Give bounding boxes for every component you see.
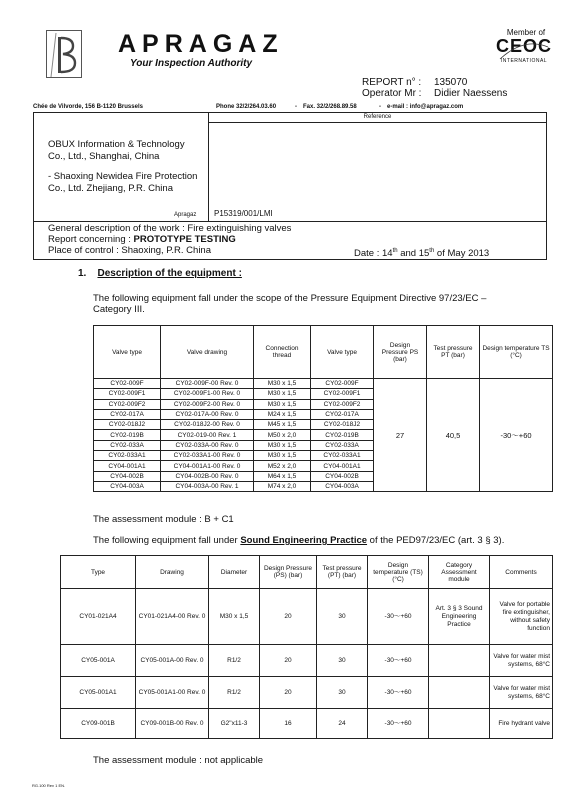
cell-category xyxy=(429,677,490,709)
cell-type: CY05-001A xyxy=(61,645,136,677)
t1-header: Valve drawing xyxy=(161,326,254,379)
table-row xyxy=(61,677,553,709)
contact-email: e-mail : info@apragaz.com xyxy=(387,104,464,110)
table-cell: M64 x 1,5 xyxy=(254,471,311,481)
table-cell: M50 x 2,0 xyxy=(254,430,311,440)
table-cell: CY02-033A xyxy=(94,440,161,450)
concerning-label: Report concerning : xyxy=(48,234,134,245)
t1-header: Test pressure PT (bar) xyxy=(427,326,480,379)
t1-header: Connection thread xyxy=(254,326,311,379)
table-cell: CY02-017A xyxy=(311,409,374,419)
section-number: 1. xyxy=(78,268,87,279)
cell-comment: Valve for water mist systems, 68°C xyxy=(490,677,553,709)
date-suffix: of May 2013 xyxy=(434,248,490,260)
cell-type: CY05-001A1 xyxy=(61,677,136,709)
work-concerning xyxy=(48,235,236,246)
brand-tagline: Your Inspection Authority xyxy=(130,58,253,69)
cell-drawing: CY05-001A1-00 Rev. 0 xyxy=(136,677,209,709)
intro-line-1: The following equipment fall under the scope of the Pressure Equipment Directive 97/23/EC – xyxy=(93,293,487,304)
table-cell: CY02-009F-00 Rev. 0 xyxy=(161,379,254,389)
client-2-line-1: - Shaoxing Newidea Fire Protection xyxy=(48,171,198,182)
cell-category xyxy=(429,709,490,739)
section-title: Description of the equipment : xyxy=(97,268,242,279)
cell-ts: -30～+60 xyxy=(368,709,429,739)
table-cell: CY02-019B xyxy=(94,430,161,440)
contact-email-dash: - xyxy=(379,104,381,110)
table-cell: CY02-018J2 xyxy=(94,420,161,430)
cell-ts: -30～+60 xyxy=(368,677,429,709)
cell-type: CY01-021A4 xyxy=(61,589,136,645)
table-cell: CY02-033A1 xyxy=(94,451,161,461)
date-sup-1: th xyxy=(392,248,398,254)
cell-pt: 30 xyxy=(317,677,368,709)
table-cell: CY04-002B xyxy=(94,471,161,481)
report-number-value: 135070 xyxy=(434,77,468,88)
table-row xyxy=(61,645,553,677)
concerning-value: PROTOTYPE TESTING xyxy=(133,234,236,245)
table-cell: CY02-019-00 Rev. 1 xyxy=(161,430,254,440)
t2-header: Comments xyxy=(490,556,553,589)
cell-ps: 16 xyxy=(260,709,317,739)
operator-value: Didier Naessens xyxy=(434,88,508,99)
cell-category: Art. 3 § 3 Sound Engineering Practice xyxy=(429,589,490,645)
t1-body xyxy=(94,379,553,492)
t1-header: Design temperature TS (°C) xyxy=(480,326,553,379)
sep-prefix: The following equipment fall under xyxy=(93,535,241,546)
table-cell: CY02-009F xyxy=(94,379,161,389)
table-cell: CY02-009F1 xyxy=(94,389,161,399)
brand-name: APRAGAZ xyxy=(118,30,284,58)
table-cell: CY02-033A-00 Rev. 0 xyxy=(161,440,254,450)
t2-header: Design Pressure (PS) (bar) xyxy=(260,556,317,589)
table-cell: CY02-009F2-00 Rev. 0 xyxy=(161,399,254,409)
table-cell: M24 x 1,5 xyxy=(254,409,311,419)
table-cell: CY02-009F2 xyxy=(94,399,161,409)
cell-drawing: CY01-021A4-00 Rev. 0 xyxy=(136,589,209,645)
table-cell: CY02-009F1-00 Rev. 0 xyxy=(161,389,254,399)
cell-ts: -30～+60 xyxy=(368,589,429,645)
cell-type: CY09-001B xyxy=(61,709,136,739)
work-box xyxy=(33,222,547,260)
client-2-line-2: Co., Ltd. Zhejiang, P.R. China xyxy=(48,183,173,194)
t2-header: Category Assessment module xyxy=(429,556,490,589)
cell-pt: 30 xyxy=(317,645,368,677)
cell-ts: -30～+60 xyxy=(368,645,429,677)
reference-number: P15319/001/LMI xyxy=(214,209,273,218)
report-number-label: REPORT n° : xyxy=(362,77,422,88)
t2-header: Design temperature (TS) (°C) xyxy=(368,556,429,589)
report-info xyxy=(362,77,507,99)
t2-body xyxy=(61,589,553,739)
merged-test-pressure-cell: 40,5 xyxy=(427,379,480,492)
table-cell: CY04-001A1 xyxy=(94,461,161,471)
table-cell: M30 x 1,5 xyxy=(254,389,311,399)
date-mid: and 15 xyxy=(397,248,430,260)
table-cell: CY04-003A xyxy=(311,481,374,491)
table-cell: CY04-001A1 xyxy=(311,461,374,471)
logo-mark-icon xyxy=(47,31,83,79)
address-box xyxy=(33,112,547,222)
cell-drawing: CY05-001A-00 Rev. 0 xyxy=(136,645,209,677)
t2-header: Diameter xyxy=(209,556,260,589)
table-cell: M45 x 1,5 xyxy=(254,420,311,430)
contact-phone: Phone 32/2/264.03.60 xyxy=(216,104,277,110)
cell-ps: 20 xyxy=(260,589,317,645)
table-cell: M30 x 1,5 xyxy=(254,379,311,389)
table-cell: CY02-018J2-00 Rev. 0 xyxy=(161,420,254,430)
date-sup-2: th xyxy=(429,248,435,254)
t1-header: Valve type xyxy=(311,326,374,379)
table-cell: CY02-009F xyxy=(311,379,374,389)
cell-comment: Valve for water mist systems, 68°C xyxy=(490,645,553,677)
work-general: General description of the work : Fire extinguishing valves xyxy=(48,223,292,234)
client-1-line-1: OBUX Information & Technology xyxy=(48,139,185,150)
table-cell: CY02-009F2 xyxy=(311,399,374,409)
cell-ps: 20 xyxy=(260,645,317,677)
table-cell: CY04-003A xyxy=(94,481,161,491)
sep-equipment-table xyxy=(60,555,553,739)
assessment-module-2: The assessment module : not applicable xyxy=(93,755,264,766)
table-cell: CY02-019B xyxy=(311,430,374,440)
reference-header: Reference xyxy=(209,113,546,123)
cell-diameter: M30 x 1,5 xyxy=(209,589,260,645)
table-cell: M30 x 1,5 xyxy=(254,451,311,461)
cell-diameter: R1/2 xyxy=(209,677,260,709)
operator-label: Operator Mr : xyxy=(362,88,422,99)
apragaz-logo xyxy=(46,30,82,78)
t1-header: Design Pressure PS (bar) xyxy=(374,326,427,379)
assessment-module-1: The assessment module : B + C1 xyxy=(93,514,234,525)
contact-fax-dash: - xyxy=(295,104,297,110)
table-row xyxy=(61,709,553,739)
intro-line-2: Category III. xyxy=(93,304,145,315)
client-2 xyxy=(48,171,197,195)
ceoc-logo: CEOC xyxy=(495,36,552,56)
table-cell: M74 x 2,0 xyxy=(254,481,311,491)
t2-header: Drawing xyxy=(136,556,209,589)
table-cell: M30 x 1,5 xyxy=(254,399,311,409)
t2-header: Test pressure (PT) (bar) xyxy=(317,556,368,589)
table-cell: CY04-001A1-00 Rev. 0 xyxy=(161,461,254,471)
table-cell: CY04-003A-00 Rev. 1 xyxy=(161,481,254,491)
table-cell: CY02-017A xyxy=(94,409,161,419)
table-cell: CY02-033A1-00 Rev. 0 xyxy=(161,451,254,461)
table-row xyxy=(94,379,553,389)
t1-header: Valve type xyxy=(94,326,161,379)
contact-fax: Fax. 32/2/268.89.58 xyxy=(303,104,357,110)
table-cell: CY02-018J2 xyxy=(311,420,374,430)
ceoc-subtitle: INTERNATIONAL xyxy=(500,58,548,64)
contact-address: Chée de Vilvorde, 156 B-1120 Brussels xyxy=(33,104,143,110)
merged-design-pressure-cell: 27 xyxy=(374,379,427,492)
member-of-label: Member of xyxy=(506,28,546,37)
table-cell: M30 x 1,5 xyxy=(254,440,311,450)
cell-pt: 24 xyxy=(317,709,368,739)
table-cell: M52 x 2,0 xyxy=(254,461,311,471)
cell-pt: 30 xyxy=(317,589,368,645)
sep-bold: Sound Engineering Practice xyxy=(240,535,368,546)
t2-header: Type xyxy=(61,556,136,589)
table-cell: CY02-017A-00 Rev. 0 xyxy=(161,409,254,419)
table-cell: CY02-033A1 xyxy=(311,451,374,461)
cell-category xyxy=(429,645,490,677)
cell-diameter: R1/2 xyxy=(209,645,260,677)
client-1 xyxy=(48,139,185,163)
table-cell: CY04-002B-00 Rev. 0 xyxy=(161,471,254,481)
table-cell: CY02-033A xyxy=(311,440,374,450)
cell-diameter: G2"x11-3 xyxy=(209,709,260,739)
sep-paragraph xyxy=(93,535,504,546)
footer-code: RG.100 Rev 1 EN. xyxy=(32,783,66,788)
section-heading xyxy=(78,268,242,279)
work-date xyxy=(354,246,489,260)
work-place: Place of control : Shaoxing, P.R. China xyxy=(48,245,212,256)
intro-paragraph xyxy=(93,293,486,315)
table-row xyxy=(61,589,553,645)
merged-design-temp-cell: -30～+60 xyxy=(480,379,553,492)
table-cell: CY04-002B xyxy=(311,471,374,481)
cell-ps: 20 xyxy=(260,677,317,709)
date-prefix: Date : 14 xyxy=(354,248,393,260)
cell-comment: Valve for portable fire extinguisher, without safety function xyxy=(490,589,553,645)
cell-comment: Fire hydrant valve xyxy=(490,709,553,739)
cell-drawing: CY09-001B-00 Rev. 0 xyxy=(136,709,209,739)
client-1-line-2: Co., Ltd., Shanghai, China xyxy=(48,151,160,162)
ped-equipment-table xyxy=(93,325,553,492)
apragaz-ref-label: Apragaz xyxy=(174,212,197,218)
table-cell: CY02-009F1 xyxy=(311,389,374,399)
sep-suffix: of the PED97/23/EC (art. 3 § 3). xyxy=(367,535,505,546)
